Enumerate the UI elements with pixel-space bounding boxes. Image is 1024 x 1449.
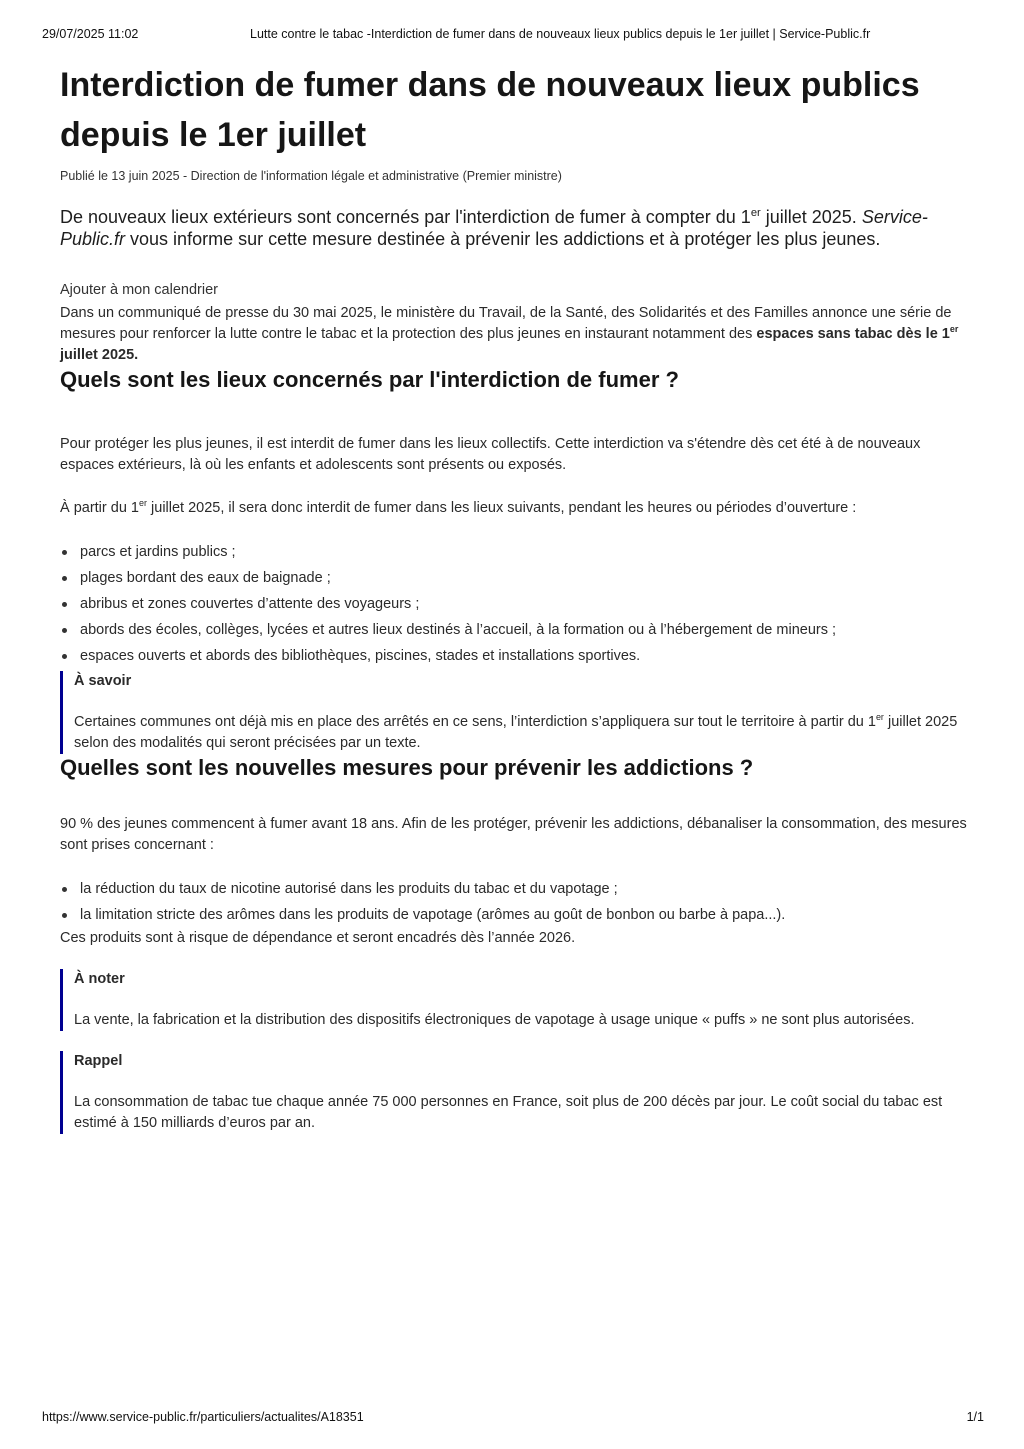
- list-item-text: abords des écoles, collèges, lycées et autres lieux destinés à l’accueil, à la formation ou à l’hébergement de mineurs ;: [80, 622, 837, 638]
- add-to-calendar-link[interactable]: Ajouter à mon calendrier: [60, 282, 218, 298]
- callout-text-2: juillet 2025 selon des modalités qui seront précisées par un texte.: [74, 714, 958, 751]
- places-p2-sup: er: [139, 498, 147, 509]
- callout-body: La vente, la fabrication et la distribution des dispositifs électroniques de vapotage à usage unique « puffs » ne sont plus autorisées.: [74, 1012, 915, 1028]
- print-date: 29/07/2025 11:02: [42, 27, 139, 41]
- callout-reminder: [60, 1051, 972, 1134]
- bullet-icon: [62, 628, 67, 633]
- print-header: [42, 27, 934, 43]
- list-item-text: abribus et zones couvertes d’attente des voyageurs ;: [80, 596, 420, 612]
- callout-title: À savoir: [74, 673, 132, 689]
- measures-list: [60, 876, 972, 928]
- intro-text: Dans un communiqué de presse du 30 mai 2025, le ministère du Travail, de la Santé, des Solidarités et des Familles annonce une série de mesures pour renforcer la lutte contre le tabac et la protection des plus jeunes en instaurant notamment des: [60, 305, 952, 342]
- bullet-icon: [62, 550, 67, 555]
- list-item: [60, 643, 972, 669]
- article-meta: Publié le 13 juin 2025 - Direction de l'information légale et administrative (Premier ministre): [60, 169, 562, 183]
- list-item-text: la réduction du taux de nicotine autorisé dans les produits du tabac et du vapotage ;: [80, 881, 618, 897]
- lead-site-name: Service-Public.fr: [60, 207, 928, 249]
- callout-text-1: Certaines communes ont déjà mis en place des arrêtés en ce sens, l’interdiction s’appliquera sur tout le territoire à partir du 1: [74, 714, 876, 730]
- places-paragraph-1: Pour protéger les plus jeunes, il est interdit de fumer dans les lieux collectifs. Cette interdiction va s'étendre dès cet été à de nouveaux espaces extérieurs, là où les enfants et adolescents sont présents ou exposés.: [60, 436, 921, 473]
- places-p2-text-1: À partir du 1: [60, 500, 139, 516]
- callout-body: [74, 712, 972, 754]
- places-paragraph-2: [60, 498, 972, 519]
- section-heading-places: Quels sont les lieux concernés par l'interdiction de fumer ?: [60, 367, 679, 392]
- callout-sup: er: [875, 712, 884, 723]
- lead-sup: er: [750, 207, 761, 219]
- callout-body: La consommation de tabac tue chaque année 75 000 personnes en France, soit plus de 200 décès par jour. Le coût social du tabac est estimé à 150 milliards d’euros par an.: [74, 1094, 943, 1131]
- measures-after-list: Ces produits sont à risque de dépendance et seront encadrés dès l’année 2026.: [60, 930, 576, 946]
- list-item-text: plages bordant des eaux de baignade ;: [80, 570, 331, 586]
- print-page-number: 1/1: [966, 1410, 984, 1424]
- callout-title: Rappel: [74, 1053, 123, 1069]
- article: [60, 60, 972, 1134]
- bullet-icon: [62, 913, 67, 918]
- lead-text-1: De nouveaux lieux extérieurs sont concernés par l'interdiction de fumer à compter du 1: [60, 207, 751, 227]
- print-footer: [42, 1410, 984, 1426]
- intro-sup: er: [949, 324, 959, 335]
- intro-bold-1: espaces sans tabac dès le 1: [756, 326, 950, 342]
- intro-bold-2: juillet 2025.: [60, 347, 139, 363]
- list-item: [60, 591, 972, 617]
- list-item: [60, 539, 972, 565]
- callout-good-to-know: [60, 671, 972, 754]
- list-item: [60, 565, 972, 591]
- list-item-text: parcs et jardins publics ;: [80, 544, 236, 560]
- list-item: [60, 617, 972, 643]
- lead-text-2: juillet 2025.: [760, 207, 862, 227]
- bullet-icon: [62, 887, 67, 892]
- list-item-text: la limitation stricte des arômes dans les produits de vapotage (arômes au goût de bonbon ou barbe à papa...).: [80, 907, 786, 923]
- bullet-icon: [62, 602, 67, 607]
- list-item: [60, 902, 972, 928]
- article-lead: [60, 206, 972, 250]
- places-p2-text-2: juillet 2025, il sera donc interdit de fumer dans les lieux suivants, pendant les heures ou périodes d’ouverture :: [147, 500, 857, 516]
- list-item: [60, 876, 972, 902]
- places-list: [60, 539, 972, 669]
- section-heading-measures: Quelles sont les nouvelles mesures pour prévenir les addictions ?: [60, 755, 754, 780]
- bullet-icon: [62, 654, 67, 659]
- print-url: https://www.service-public.fr/particuliers/actualites/A18351: [42, 1410, 364, 1424]
- article-title: Interdiction de fumer dans de nouveaux lieux publics depuis le 1er juillet: [60, 66, 920, 154]
- callout-note: [60, 969, 972, 1031]
- list-item-text: espaces ouverts et abords des bibliothèques, piscines, stades et installations sportives.: [80, 648, 641, 664]
- intro-paragraph: [60, 303, 972, 366]
- bullet-icon: [62, 576, 67, 581]
- print-page-title: Lutte contre le tabac -Interdiction de fumer dans de nouveaux lieux publics depuis le 1er juillet | Service-Public.fr: [250, 27, 871, 41]
- measures-paragraph: 90 % des jeunes commencent à fumer avant 18 ans. Afin de les protéger, prévenir les addictions, débanaliser la consommation, des mesures sont prises concernant :: [60, 816, 967, 853]
- lead-text-3: vous informe sur cette mesure destinée à prévenir les addictions et à protéger les plus jeunes.: [125, 229, 881, 249]
- callout-title: À noter: [74, 971, 125, 987]
